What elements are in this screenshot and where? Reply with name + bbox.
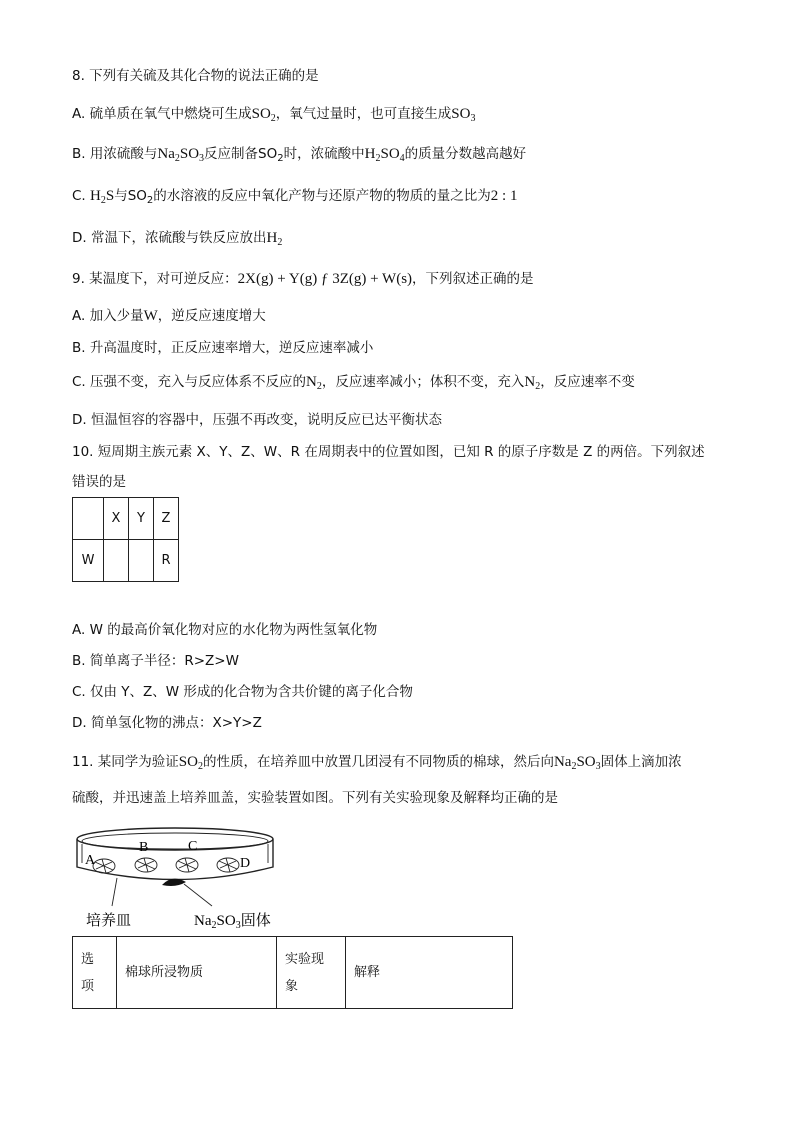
formula-h2s: $H_2S$ — [90, 188, 115, 206]
formula-h2so4: $H_2SO_4$ — [364, 146, 405, 164]
q9-stem: 9. 某温度下，对可逆反应：2X(g) + Y(g) ƒ 3Z(g) + W(s)，下列叙述正确的是 — [72, 271, 534, 287]
cotton-ball-d — [217, 858, 239, 872]
q8-stem: 8. 下列有关硫及其化合物的说法正确的是 — [72, 68, 319, 84]
q8-option-c: C. $H_2S$与$SO_2$的水溶液的反应中氧化产物与还原产物的物质的量之比为2 : 1 — [72, 188, 518, 206]
formula-n2: $N_2$ — [306, 374, 322, 392]
cotton-ball-b — [135, 858, 157, 872]
q10-option-d: D. 简单氢化物的沸点：X>Y>Z — [72, 715, 262, 731]
formula-so3: $SO_3$ — [451, 106, 476, 124]
q8-option-b: B. 用浓硫酸与$Na_2SO_3$反应制备$SO_2$时，浓硫酸中$H_2SO_4$的质量分数越高越好 — [72, 146, 527, 164]
formula-so2-c: $SO_2$ — [127, 188, 154, 206]
label-b: B — [139, 840, 149, 855]
q11-options-table — [72, 936, 513, 1009]
formula-h2: $H_2$ — [266, 230, 283, 248]
cotton-ball-c — [176, 858, 198, 872]
label-a: A — [85, 853, 96, 868]
th-phenomenon: 实验现 象 — [277, 937, 346, 1009]
q10-stem-line2: 错误的是 — [72, 474, 126, 490]
cell-x: X — [104, 498, 129, 540]
q9-option-a: A. 加入少量W，逆反应速度增大 — [72, 308, 266, 324]
label-solid: $Na_2SO_3$固体 — [194, 911, 271, 931]
q10-stem-line1: 10. 短周期主族元素 X、Y、Z、W、R 在周期表中的位置如图，已知 R 的原子序数是 Z 的两倍。下列叙述 — [72, 444, 705, 460]
th-substance: 棉球所浸物质 — [117, 937, 277, 1009]
q9-option-b: B. 升高温度时，正反应速率增大，逆反应速率减小 — [72, 340, 374, 356]
periodic-table-grid — [72, 497, 179, 582]
q10-option-c: C. 仅由 Y、Z、W 形成的化合物为含共价键的离子化合物 — [72, 684, 413, 700]
q11-stem-line1: 11. 某同学为验证$SO_2$的性质，在培养皿中放置几团浸有不同物质的棉球，然后向$Na_2SO_3$固体上滴加浓 — [72, 754, 682, 772]
cell-z: Z — [154, 498, 179, 540]
q8-option-d: D. 常温下，浓硫酸与铁反应放出$H_2$ — [72, 230, 283, 248]
q9-equation: 2X(g) + Y(g) ƒ 3Z(g) + W(s) — [237, 271, 413, 287]
q10-option-a: A. W 的最高价氧化物对应的水化物为两性氢氧化物 — [72, 622, 378, 638]
th-explanation: 解释 — [346, 937, 513, 1009]
label-c: C — [188, 839, 198, 854]
formula-so2-b: $SO_2$ — [258, 146, 284, 164]
q9-option-c: C. 压强不变，充入与反应体系不反应的$N_2$，反应速率减小；体积不变，充入$N_2$，反应速率不变 — [72, 374, 635, 392]
formula-so2: $SO_2$ — [251, 106, 276, 124]
cell-y: Y — [129, 498, 154, 540]
cell-w: W — [73, 540, 104, 582]
q11-stem-line2: 硫酸，并迅速盖上培养皿盖，实验装置如图。下列有关实验现象及解释均正确的是 — [72, 790, 558, 806]
cotton-ball-a — [93, 859, 115, 873]
label-d: D — [240, 856, 251, 871]
cell-r: R — [154, 540, 179, 582]
q10-option-b: B. 简单离子半径：R>Z>W — [72, 653, 239, 669]
q8-option-a: A. 硫单质在氧气中燃烧可生成$SO_2$，氧气过量时，也可直接生成$SO_3$ — [72, 106, 476, 124]
formula-n2-b: $N_2$ — [524, 374, 541, 392]
th-option: 选 项 — [73, 937, 117, 1009]
petri-dish-figure — [72, 822, 292, 934]
formula-so2-q11: $SO_2$ — [178, 754, 203, 772]
label-dish: 培养皿 — [86, 913, 132, 929]
formula-na2so3-q11: $Na_2SO_3$ — [553, 754, 601, 772]
q9-option-d: D. 恒温恒容的容器中，压强不再改变，说明反应已达平衡状态 — [72, 412, 442, 428]
formula-na2so3: $Na_2SO_3$ — [157, 146, 205, 164]
